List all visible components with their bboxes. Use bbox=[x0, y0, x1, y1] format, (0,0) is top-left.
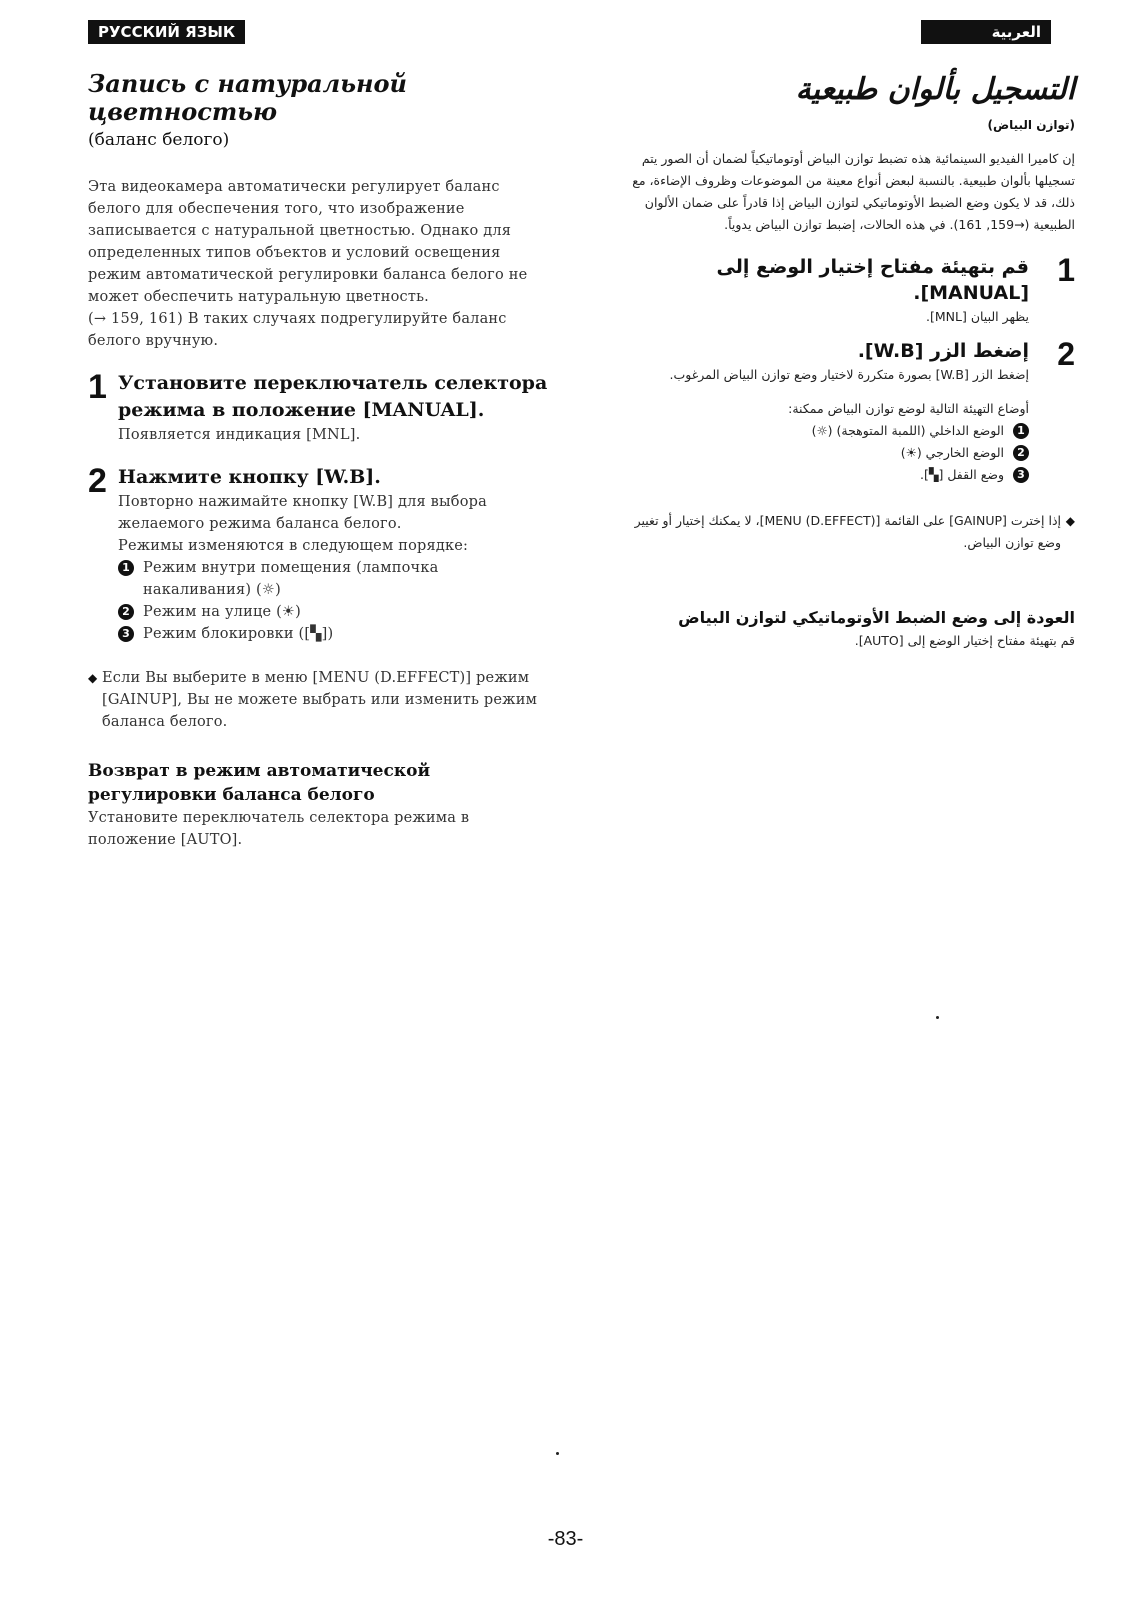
list-item bbox=[615, 442, 1029, 464]
circled-number-1: 1 bbox=[1013, 423, 1029, 439]
ar-note-text: إذا إخترت [GAINUP] على القائمة [MENU (D.EFFECT)]، لا يمكنك إختيار أو تغيير وضع توازن البياض. bbox=[634, 513, 1061, 550]
ar-step-1-title: قم بتهيئة مفتاح إختيار الوضع إلى [MANUAL]. bbox=[716, 256, 1029, 304]
diamond-bullet-icon: ◆ bbox=[1065, 514, 1075, 528]
ru-step-1-body: Появляется индикация [MNL]. bbox=[118, 427, 361, 443]
ar-mode-indoor: الوضع الداخلي (اللمبة المتوهجة) (☼) bbox=[811, 423, 1004, 438]
list-item bbox=[118, 557, 548, 601]
ar-intro: إن كاميرا الفيديو السينمائية هذه تضبط توازن البياض أوتوماتيكياً لضمان أن الصور يتم تسجيلها بألوان طبيعية. بالنسبة لبعض أنواع معينة من الموضوعات وظروف الإضاءة، مع ذلك، قد لا يكون وضع الضبط الأوتوماتيكي لتوازن البياض إذا قادراً على ضمان الألوان الطبيعية (→159, 161). في هذه الحالات، إضبط توازن البياض يدوياً. bbox=[632, 151, 1075, 232]
ru-intro-ref: (→ 159, 161) В таких случаях подрегулируйте баланс белого вручную. bbox=[88, 311, 507, 349]
ru-intro bbox=[88, 176, 548, 352]
ar-step-2-body: إضغط الزر [W.B] بصورة متكررة لاختيار وضع توازن البياض المرغوب. bbox=[669, 367, 1029, 382]
ru-step-1-title: Установите переключатель селектора режима в положение [MANUAL]. bbox=[118, 372, 548, 421]
ar-step-2-number: 2 bbox=[1057, 336, 1075, 372]
ru-mode-hold: Режим блокировки ([▚]) bbox=[143, 626, 334, 642]
ar-mode-hold: وضع القفل [▚]. bbox=[920, 467, 1004, 482]
circled-number-2: 2 bbox=[118, 604, 134, 620]
ar-step-2 bbox=[615, 338, 1075, 486]
list-item bbox=[118, 623, 548, 645]
ar-mode-outdoor: الوضع الخارجي (☀) bbox=[900, 445, 1004, 460]
ru-return-heading: Возврат в режим автоматической регулировки баланса белого bbox=[88, 761, 431, 805]
ru-page-subtitle: (баланс белого) bbox=[88, 130, 230, 150]
print-dot bbox=[556, 1452, 559, 1455]
ru-step-2-body: Повторно нажимайте кнопку [W.B] для выбора желаемого режима баланса белого. bbox=[118, 494, 487, 532]
list-item bbox=[118, 601, 548, 623]
ru-return-body: Установите переключатель селектора режима в положение [AUTO]. bbox=[88, 810, 470, 848]
ru-step-1-number: 1 bbox=[88, 368, 107, 406]
ar-note bbox=[615, 510, 1075, 554]
ru-language-tab: РУССКИЙ ЯЗЫК bbox=[88, 20, 245, 44]
diamond-bullet-icon: ◆ bbox=[88, 671, 98, 685]
ru-intro-text: Эта видеокамера автоматически регулирует баланс белого для обеспечения того, что изображение записывается с натуральной цветностью. Однако для определенных типов объектов и условий освещения режим автоматической регулировки баланса белого не может обеспечить натуральную цветность. bbox=[88, 179, 528, 305]
ru-mode-outdoor: Режим на улице (☀) bbox=[143, 604, 301, 620]
ar-column bbox=[615, 70, 1075, 652]
circled-number-3: 3 bbox=[118, 626, 134, 642]
ar-return-body: قم بتهيئة مفتاح إختيار الوضع إلى [AUTO]. bbox=[854, 633, 1075, 648]
ar-step-1-body: يظهر البيان [MNL]. bbox=[926, 309, 1029, 324]
ru-step-1 bbox=[88, 370, 548, 446]
ru-column bbox=[88, 70, 548, 851]
page-number: -83- bbox=[547, 1528, 584, 1550]
list-item bbox=[615, 420, 1029, 442]
ar-language-tab: العربية bbox=[921, 20, 1051, 44]
circled-number-2: 2 bbox=[1013, 445, 1029, 461]
ar-return-heading: العودة إلى وضع الضبط الأوتوماتيكي لتوازن البياض bbox=[678, 608, 1075, 627]
ar-step-1 bbox=[615, 254, 1075, 328]
ru-step-2-number: 2 bbox=[88, 462, 107, 500]
ru-note-text: Если Вы выберите в меню [MENU (D.EFFECT)] режим [GAINUP], Вы не можете выбрать или изменить режим баланса белого. bbox=[102, 670, 538, 730]
ar-page-title: التسجيل بألوان طبيعية bbox=[795, 72, 1075, 107]
ru-page-title: Запись с натуральной цветностью bbox=[88, 69, 408, 126]
ru-step-2-order: Режимы изменяются в следующем порядке: bbox=[118, 538, 469, 554]
ar-step-2-title: إضغط الزر [W.B]. bbox=[857, 340, 1029, 362]
circled-number-3: 3 bbox=[1013, 467, 1029, 483]
ar-step-1-number: 1 bbox=[1057, 252, 1075, 288]
ar-step-2-order: أوضاع التهيئة التالية لوضع توازن البياض ممكنة: bbox=[788, 401, 1029, 416]
ru-note bbox=[88, 667, 548, 733]
ru-mode-indoor: Режим внутри помещения (лампочка накаливания) (☼) bbox=[143, 560, 439, 598]
ru-step-2-title: Нажмите кнопку [W.B]. bbox=[118, 466, 381, 488]
ru-step-2 bbox=[88, 464, 548, 645]
circled-number-1: 1 bbox=[118, 560, 134, 576]
list-item bbox=[615, 464, 1029, 486]
print-dot bbox=[936, 1016, 939, 1019]
ar-page-subtitle: (توازن البياض) bbox=[987, 118, 1075, 132]
